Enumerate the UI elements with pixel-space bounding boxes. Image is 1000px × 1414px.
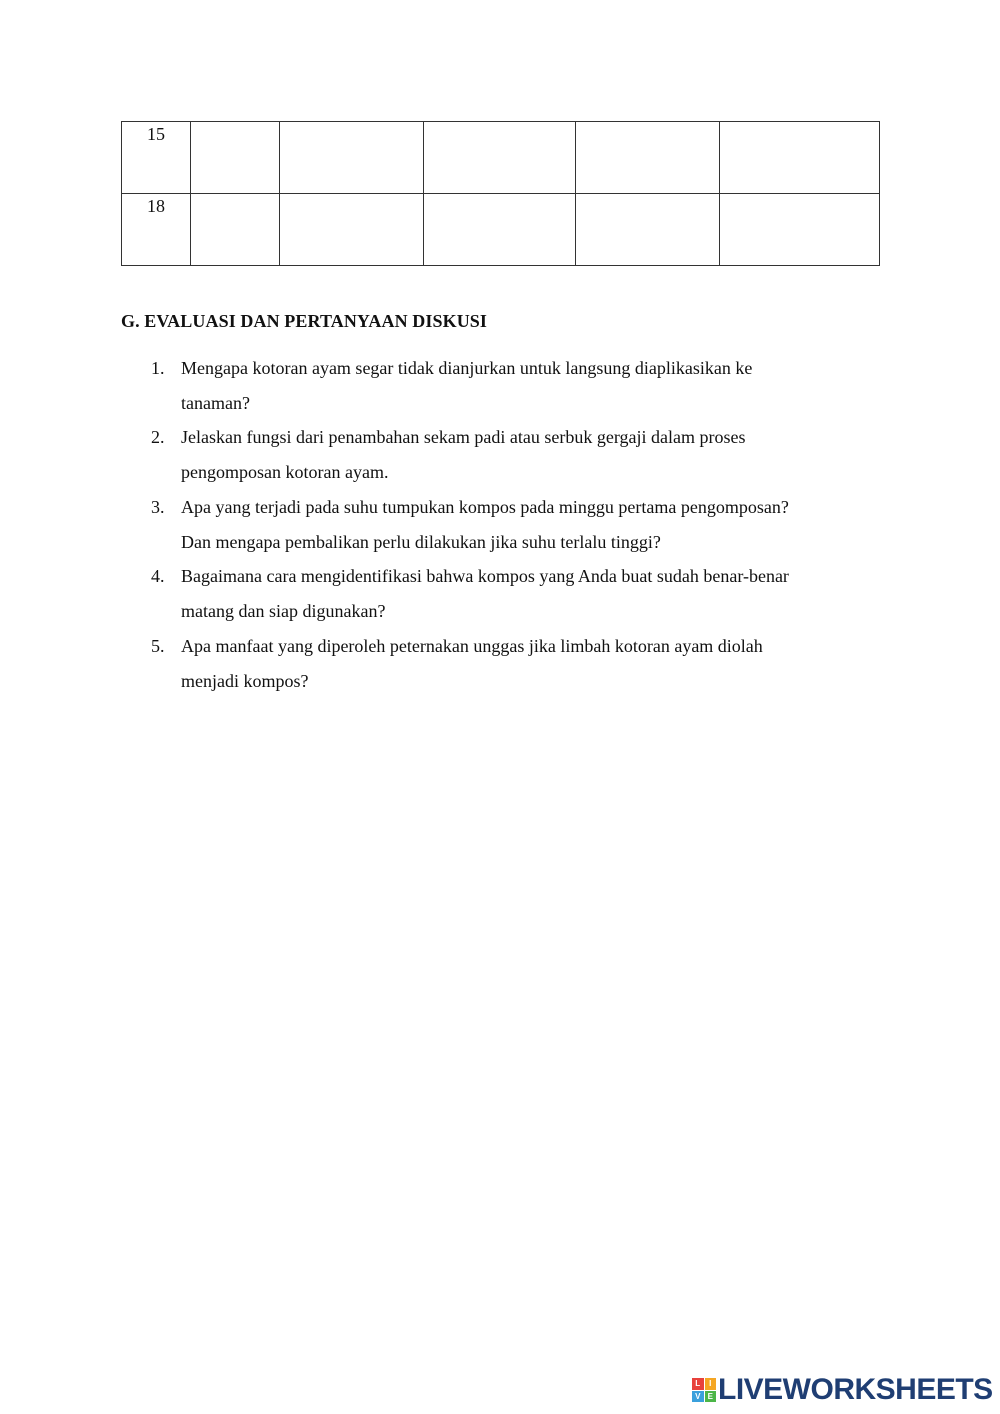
- table-cell[interactable]: [576, 194, 720, 266]
- liveworksheets-mark-icon: [692, 1378, 716, 1402]
- question-number: 5.: [151, 636, 165, 656]
- question-text: Jelaskan fungsi dari penambahan sekam padi atau serbuk gergaji dalam proses pengomposan kotoran ayam.: [181, 427, 746, 482]
- table-cell[interactable]: [424, 122, 576, 194]
- logo-mark-letter: V: [692, 1391, 704, 1403]
- question-number: 3.: [151, 497, 165, 517]
- question-text: Bagaimana cara mengidentifikasi bahwa kompos yang Anda buat sudah benar-benar matang dan siap digunakan?: [181, 566, 789, 621]
- logo-mark-letter: I: [705, 1378, 717, 1390]
- section-title: G. EVALUASI DAN PERTANYAAN DISKUSI: [121, 311, 488, 331]
- logo-mark-letter: L: [692, 1378, 704, 1390]
- question-number: 4.: [151, 566, 165, 586]
- logo-mark-letter: E: [705, 1391, 717, 1403]
- row-label: 15: [122, 122, 191, 194]
- question-text: Apa manfaat yang diperoleh peternakan unggas jika limbah kotoran ayam diolah menjadi kompos?: [181, 636, 763, 691]
- table-row: [122, 194, 880, 266]
- table-cell[interactable]: [720, 194, 880, 266]
- logo-text: LIVEWORKSHEETS: [718, 1373, 993, 1406]
- table-cell[interactable]: [424, 194, 576, 266]
- table-cell[interactable]: [191, 122, 280, 194]
- question-number: 1.: [151, 358, 165, 378]
- question-text: Mengapa kotoran ayam segar tidak dianjurkan untuk langsung diaplikasikan ke tanaman?: [181, 358, 753, 413]
- row-label: 18: [122, 194, 191, 266]
- table-cell[interactable]: [280, 194, 424, 266]
- liveworksheets-logo[interactable]: [692, 1374, 993, 1406]
- table-cell[interactable]: [720, 122, 880, 194]
- table-row: [122, 122, 880, 194]
- table-cell[interactable]: [576, 122, 720, 194]
- observation-table: [121, 121, 880, 266]
- table-cell[interactable]: [280, 122, 424, 194]
- question-text: Apa yang terjadi pada suhu tumpukan kompos pada minggu pertama pengomposan? Dan mengapa pembalikan perlu dilakukan jika suhu terlalu tinggi?: [181, 497, 789, 552]
- question-number: 2.: [151, 427, 165, 447]
- table-cell[interactable]: [191, 194, 280, 266]
